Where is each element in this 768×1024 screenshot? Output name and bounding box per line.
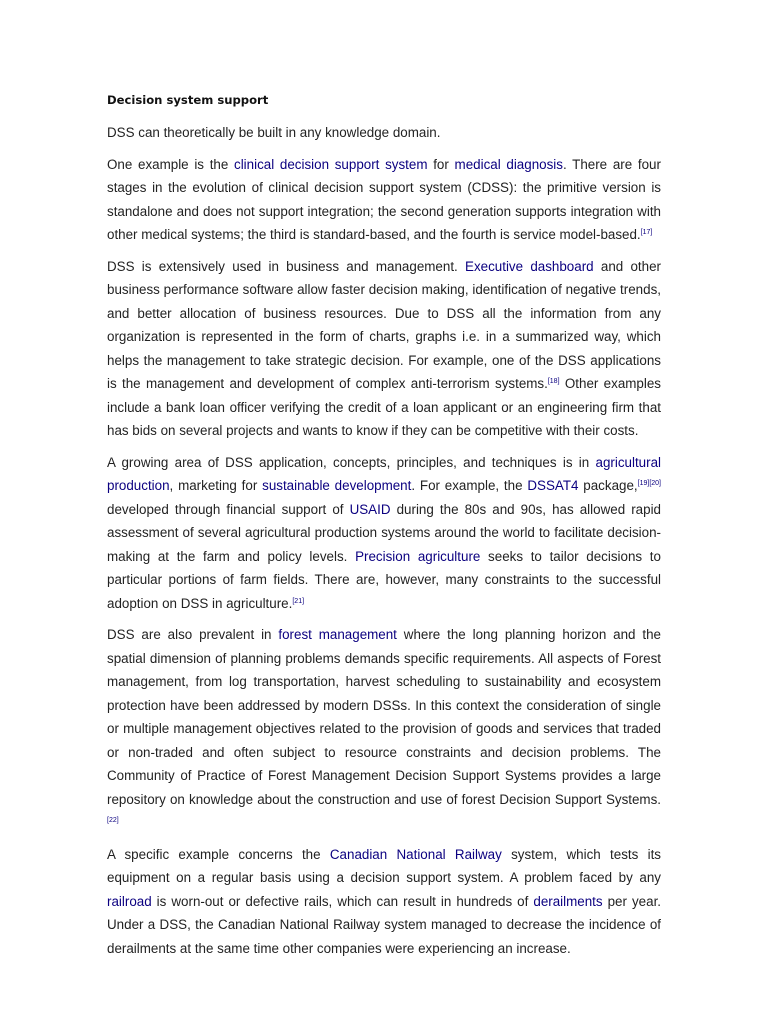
- citation-17[interactable]: [17]: [640, 229, 653, 236]
- link-sustainable-development[interactable]: sustainable development: [262, 478, 412, 493]
- link-forest-management[interactable]: forest management: [278, 627, 397, 642]
- paragraph-forest: DSS are also prevalent in forest management where the long planning horizon and the spatial dimension of planning problems demands specific requirements. All aspects of Forest management, from log transportation, harvest scheduling to sustainability and ecosystem protection have been addressed by modern DSSs. In this context the consideration of single or multiple management objectives related to the provision of goods and services that traded or non-traded and often subject to resource constraints and decision problems. The Community of Practice of Forest Management Decision Support Systems provides a large repository on knowledge about the construction and use of forest Decision Support Systems.[22]: [107, 627, 661, 824]
- paragraph-intro: DSS can theoretically be built in any knowledge domain.: [107, 125, 441, 140]
- link-dssat4[interactable]: DSSAT4: [527, 478, 579, 493]
- citation-19[interactable]: [19]: [637, 480, 650, 487]
- paragraph-clinical: One example is the clinical decision support system for medical diagnosis. There are four stages in the evolution of clinical decision support system (CDSS): the primitive version is standalone and does not support integration; the second generation supports integration with other medical systems; the third is standard-based, and the fourth is service model-based.[17]: [107, 156, 661, 242]
- link-derailments[interactable]: derailments: [533, 893, 603, 909]
- citation-20[interactable]: [20]: [649, 480, 661, 487]
- paragraph-business: DSS is extensively used in business and management. Executive dashboard and other business performance software allow faster decision making, identification of negative trends, and better allocation of business resources. Due to DSS all the information from any organization is represented in the form of charts, graphs i.e. in a summarized way, which helps the management to take strategic decision. For example, one of the DSS applications is the management and development of complex anti-terrorism systems.[18] Other examples include a bank loan officer verifying the credit of a loan applicant or an engineering firm that has bids on several projects and wants to know if they can be competitive with their costs.: [107, 258, 661, 438]
- section-heading: Decision system support: [107, 93, 269, 107]
- link-medical-diagnosis[interactable]: medical diagnosis: [454, 156, 563, 172]
- link-usaid[interactable]: USAID: [349, 501, 391, 517]
- document-page: [107, 88, 661, 968]
- citation-18[interactable]: [18]: [547, 378, 560, 385]
- link-canadian-national-railway[interactable]: Canadian National Railway: [329, 846, 502, 862]
- link-precision-agriculture[interactable]: Precision agriculture: [355, 548, 481, 564]
- link-clinical-decision-support-system[interactable]: clinical decision support system: [234, 156, 428, 172]
- citation-22[interactable]: [22]: [107, 817, 119, 824]
- citation-21[interactable]: [21]: [292, 597, 305, 605]
- paragraph-railway: A specific example concerns the Canadian National Railway system, which tests its equipment on a regular basis using a decision support system. A problem faced by any railroad is worn-out or defective rails, which can result in hundreds of derailments per year. Under a DSS, the Canadian National Railway system managed to decrease the incidence of derailments at the same time other companies were experiencing an increase.: [107, 846, 662, 956]
- paragraph-agriculture: A growing area of DSS application, concepts, principles, and techniques is in agricultural production, marketing for sustainable development. For example, the DSSAT4 package,[19][20] developed through financial support of USAID during the 80s and 90s, has allowed rapid assessment of several agricultural production systems around the world to facilitate decision-making at the farm and policy levels. Precision agriculture seeks to tailor decisions to particular portions of farm fields. There are, however, many constraints to the successful adoption on DSS in agriculture.[21]: [107, 454, 661, 611]
- link-railroad[interactable]: railroad: [107, 893, 152, 909]
- link-agricultural-production[interactable]: agricultural production: [107, 454, 661, 493]
- link-executive-dashboard[interactable]: Executive dashboard: [465, 258, 594, 274]
